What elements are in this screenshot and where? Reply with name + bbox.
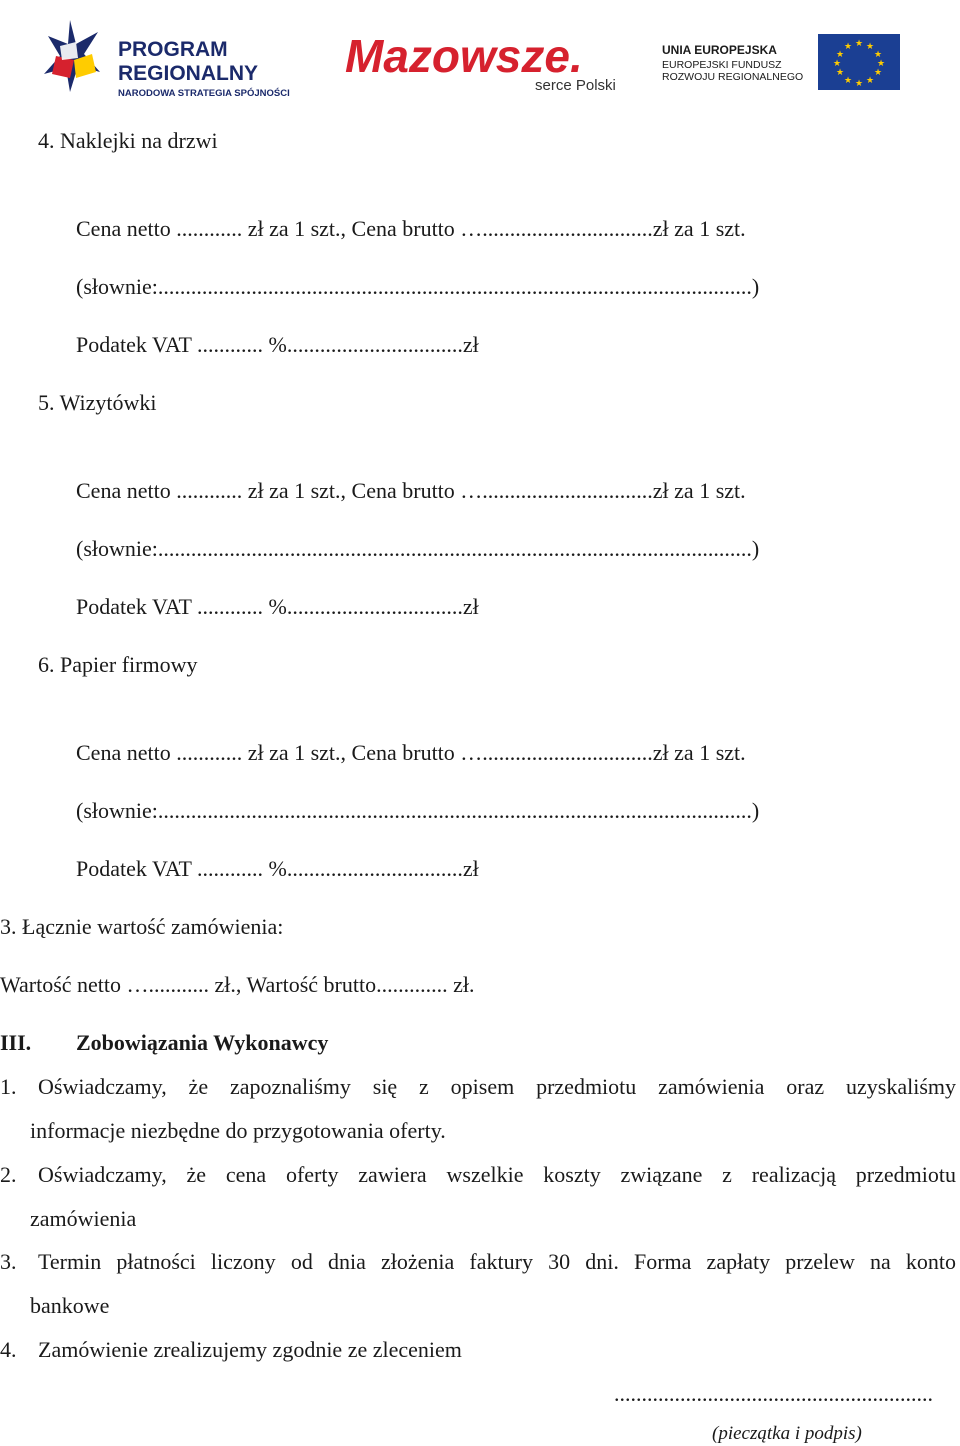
svg-text:★: ★ bbox=[832, 59, 842, 69]
svg-text:★: ★ bbox=[843, 76, 853, 86]
svg-text:★: ★ bbox=[843, 42, 853, 52]
item-heading: 6. Papier firmowy bbox=[38, 652, 198, 677]
vat-line: Podatek VAT ............ %................................zł bbox=[76, 856, 479, 881]
statement-line: Termin płatności liczony od dnia złożenia faktury 30 dni. Forma zapłaty przelew na konto bbox=[38, 1249, 956, 1274]
svg-text:NARODOWA STRATEGIA SPÓJNOŚCI: NARODOWA STRATEGIA SPÓJNOŚCI bbox=[118, 88, 290, 99]
section-title: Zobowiązania Wykonawcy bbox=[76, 1030, 329, 1055]
svg-text:serce Polski: serce Polski bbox=[535, 77, 616, 94]
svg-text:★: ★ bbox=[854, 79, 864, 89]
in-words-line: (słownie:............................................................................................................) bbox=[76, 274, 760, 299]
in-words-line: (słownie:............................................................................................................) bbox=[76, 536, 760, 561]
svg-text:REGIONALNY: REGIONALNY bbox=[118, 62, 259, 85]
svg-text:★: ★ bbox=[835, 68, 845, 78]
statement-line: zamówienia bbox=[30, 1206, 137, 1231]
svg-text:★: ★ bbox=[876, 59, 886, 69]
svg-text:EUROPEJSKI FUNDUSZ: EUROPEJSKI FUNDUSZ bbox=[662, 59, 782, 71]
svg-text:★: ★ bbox=[835, 50, 845, 60]
svg-text:UNIA EUROPEJSKA: UNIA EUROPEJSKA bbox=[662, 43, 777, 57]
svg-text:★: ★ bbox=[865, 76, 875, 86]
price-line: Cena netto ............ zł za 1 szt., Cena brutto …...............................zł za 1 szt. bbox=[76, 740, 746, 765]
statement-line: bankowe bbox=[30, 1293, 110, 1318]
svg-text:★: ★ bbox=[854, 39, 864, 49]
in-words-line: (słownie:............................................................................................................) bbox=[76, 798, 760, 823]
statement-line: Oświadczamy, że cena oferty zawiera wszelkie koszty związane z realizacją przedmiotu bbox=[38, 1162, 956, 1187]
item-heading: 4. Naklejki na drzwi bbox=[38, 128, 218, 153]
statement-number: 3. bbox=[0, 1249, 17, 1274]
svg-text:★: ★ bbox=[873, 50, 883, 60]
vat-line: Podatek VAT ............ %................................zł bbox=[76, 332, 479, 357]
statement-number: 2. bbox=[0, 1162, 17, 1187]
program-regionalny-logo bbox=[40, 16, 310, 108]
mazowsze-logo bbox=[345, 30, 625, 100]
section-number: III. bbox=[0, 1030, 32, 1055]
statement-number: 1. bbox=[0, 1074, 17, 1099]
svg-text:PROGRAM: PROGRAM bbox=[118, 38, 228, 61]
statement-line: Zamówienie zrealizujemy zgodnie ze zleceniem bbox=[38, 1337, 462, 1362]
signature-label: (pieczątka i podpis) bbox=[712, 1423, 862, 1444]
price-line: Cena netto ............ zł za 1 szt., Cena brutto …...............................zł za 1 szt. bbox=[76, 478, 746, 503]
vat-line: Podatek VAT ............ %................................zł bbox=[76, 594, 479, 619]
statement-number: 4. bbox=[0, 1337, 17, 1362]
eu-fund-logo bbox=[662, 32, 902, 92]
svg-text:ROZWOJU REGIONALNEGO: ROZWOJU REGIONALNEGO bbox=[662, 71, 804, 83]
svg-text:★: ★ bbox=[873, 68, 883, 78]
price-line: Cena netto ............ zł za 1 szt., Cena brutto …...............................zł za 1 szt. bbox=[76, 216, 746, 241]
item-heading: 5. Wizytówki bbox=[38, 390, 157, 415]
svg-text:Mazowsze.: Mazowsze. bbox=[345, 30, 583, 82]
svg-text:★: ★ bbox=[865, 42, 875, 52]
statement-line: informacje niezbędne do przygotowania oferty. bbox=[30, 1118, 446, 1143]
total-heading: 3. Łącznie wartość zamówienia: bbox=[0, 914, 284, 939]
total-line: Wartość netto …........... zł., Wartość brutto............. zł. bbox=[0, 972, 475, 997]
signature-dots: .......................................................... bbox=[614, 1381, 933, 1406]
statement-line: Oświadczamy, że zapoznaliśmy się z opisem przedmiotu zamówienia oraz uzyskaliśmy bbox=[38, 1074, 956, 1099]
